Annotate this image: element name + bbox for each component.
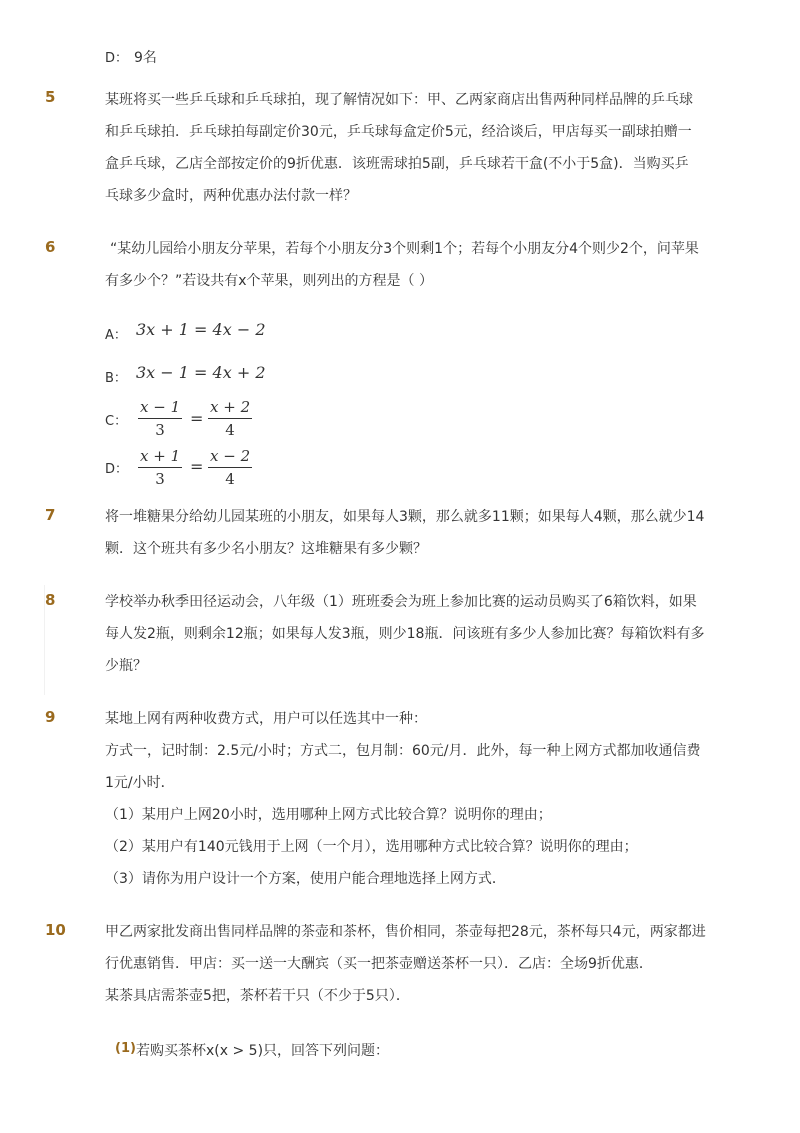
q9-line-2: 方式一，记时制：2.5元/小时；方式二，包月制：60元/月．此外，每一种上网方式都加收通信费 <box>105 743 701 759</box>
q10-line-2: 行优惠销售．甲店：买一送一大酬宾（买一把茶壶赠送茶杯一只）．乙店：全场9折优惠． <box>105 956 653 972</box>
q6-option-d-numerator-right: x − 2 <box>208 447 252 468</box>
q6-option-d-denominator-right: 4 <box>225 470 235 488</box>
question-number-9: 9 <box>45 708 56 726</box>
question-number-10: 10 <box>45 921 66 939</box>
q8-line-3: 少瓶？ <box>105 658 147 674</box>
prev-option-d: D： 9名 <box>105 50 157 66</box>
q6-option-d-fraction-left <box>138 447 182 488</box>
q6-line-2: 有多少个？”若设共有x个苹果，则列出的方程是（ ） <box>105 273 433 289</box>
q9-line-1: 某地上网有两种收费方式，用户可以任选其中一种： <box>105 711 427 727</box>
q6-option-d-numerator-left: x + 1 <box>138 447 182 468</box>
q6-option-c-denominator-right: 4 <box>225 421 235 439</box>
q6-option-c-fraction-right <box>208 398 252 439</box>
q6-option-b-label: B： <box>105 371 127 386</box>
q6-option-c-numerator-left: x − 1 <box>138 398 182 419</box>
q5-line-4: 乓球多少盒时，两种优惠办法付款一样？ <box>105 188 357 204</box>
q7-line-2: 颗．这个班共有多少名小朋友？这堆糖果有多少颗？ <box>105 541 427 557</box>
q10-line-3: 某茶具店需茶壶5把，茶杯若干只（不少于5只）． <box>105 988 410 1004</box>
q6-option-c-label: C： <box>105 414 128 429</box>
q6-option-c-denominator-left: 3 <box>155 421 165 439</box>
q10-line-1: 甲乙两家批发商出售同样品牌的茶壶和茶杯，售价相同，茶壶每把28元，茶杯每只4元，两家都进 <box>105 924 706 940</box>
question-number-8: 8 <box>45 591 56 609</box>
question-number-5: 5 <box>45 88 56 106</box>
q6-option-d-equals: = <box>190 457 204 476</box>
q10-sub-question-1: 若购买茶杯x(x > 5)只，回答下列问题： <box>136 1043 390 1059</box>
q6-option-d-fraction-right <box>208 447 252 488</box>
q6-option-c-fraction-left <box>138 398 182 439</box>
q6-option-d-denominator-left: 3 <box>155 470 165 488</box>
q9-line-5: （2）某用户有140元钱用于上网（一个月），选用哪种方式比较合算？说明你的理由； <box>105 839 638 855</box>
q5-line-1: 某班将买一些乒乓球和乒乓球拍，现了解情况如下：甲、乙两家商店出售两种同样品牌的乒乓球 <box>105 92 693 108</box>
q7-line-1: 将一堆糖果分给幼儿园某班的小朋友，如果每人3颗，那么就多11颗；如果每人4颗，那么就少14 <box>105 509 705 525</box>
q5-line-3: 盒乒乓球，乙店全部按定价的9折优惠．该班需球拍5副，乒乓球若干盒(不小于5盒)．当购买乒 <box>105 156 689 172</box>
q5-line-2: 和乒乓球拍．乒乓球拍每副定价30元，乒乓球每盒定价5元，经洽谈后，甲店每买一副球拍赠一 <box>105 124 692 140</box>
q6-option-a-equation: 3x + 1 = 4x − 2 <box>136 320 266 339</box>
question-number-6: 6 <box>45 238 56 256</box>
q8-line-2: 每人发2瓶，则剩余12瓶；如果每人发3瓶，则少18瓶．问该班有多少人参加比赛？每箱饮料有多 <box>105 626 705 642</box>
q9-line-3: 1元/小时． <box>105 775 175 791</box>
q10-sub-number-1: (1) <box>115 1041 136 1056</box>
q9-line-6: （3）请你为用户设计一个方案，使用户能合理地选择上网方式． <box>105 871 506 887</box>
q6-option-c-numerator-right: x + 2 <box>208 398 252 419</box>
q6-option-d-label: D： <box>105 462 129 477</box>
q9-line-4: （1）某用户上网20小时，选用哪种上网方式比较合算？说明你的理由； <box>105 807 552 823</box>
q6-option-a-label: A： <box>105 328 127 343</box>
q6-option-c-equals: = <box>190 409 204 428</box>
q6-line-1: “某幼儿园给小朋友分苹果，若每个小朋友分3个则剩1个；若每个小朋友分4个则少2个，问苹果 <box>110 241 699 257</box>
q8-line-1: 学校举办秋季田径运动会，八年级（1）班班委会为班上参加比赛的运动员购买了6箱饮料，如果 <box>105 594 697 610</box>
q6-option-b-equation: 3x − 1 = 4x + 2 <box>136 363 266 382</box>
question-number-7: 7 <box>45 506 56 524</box>
